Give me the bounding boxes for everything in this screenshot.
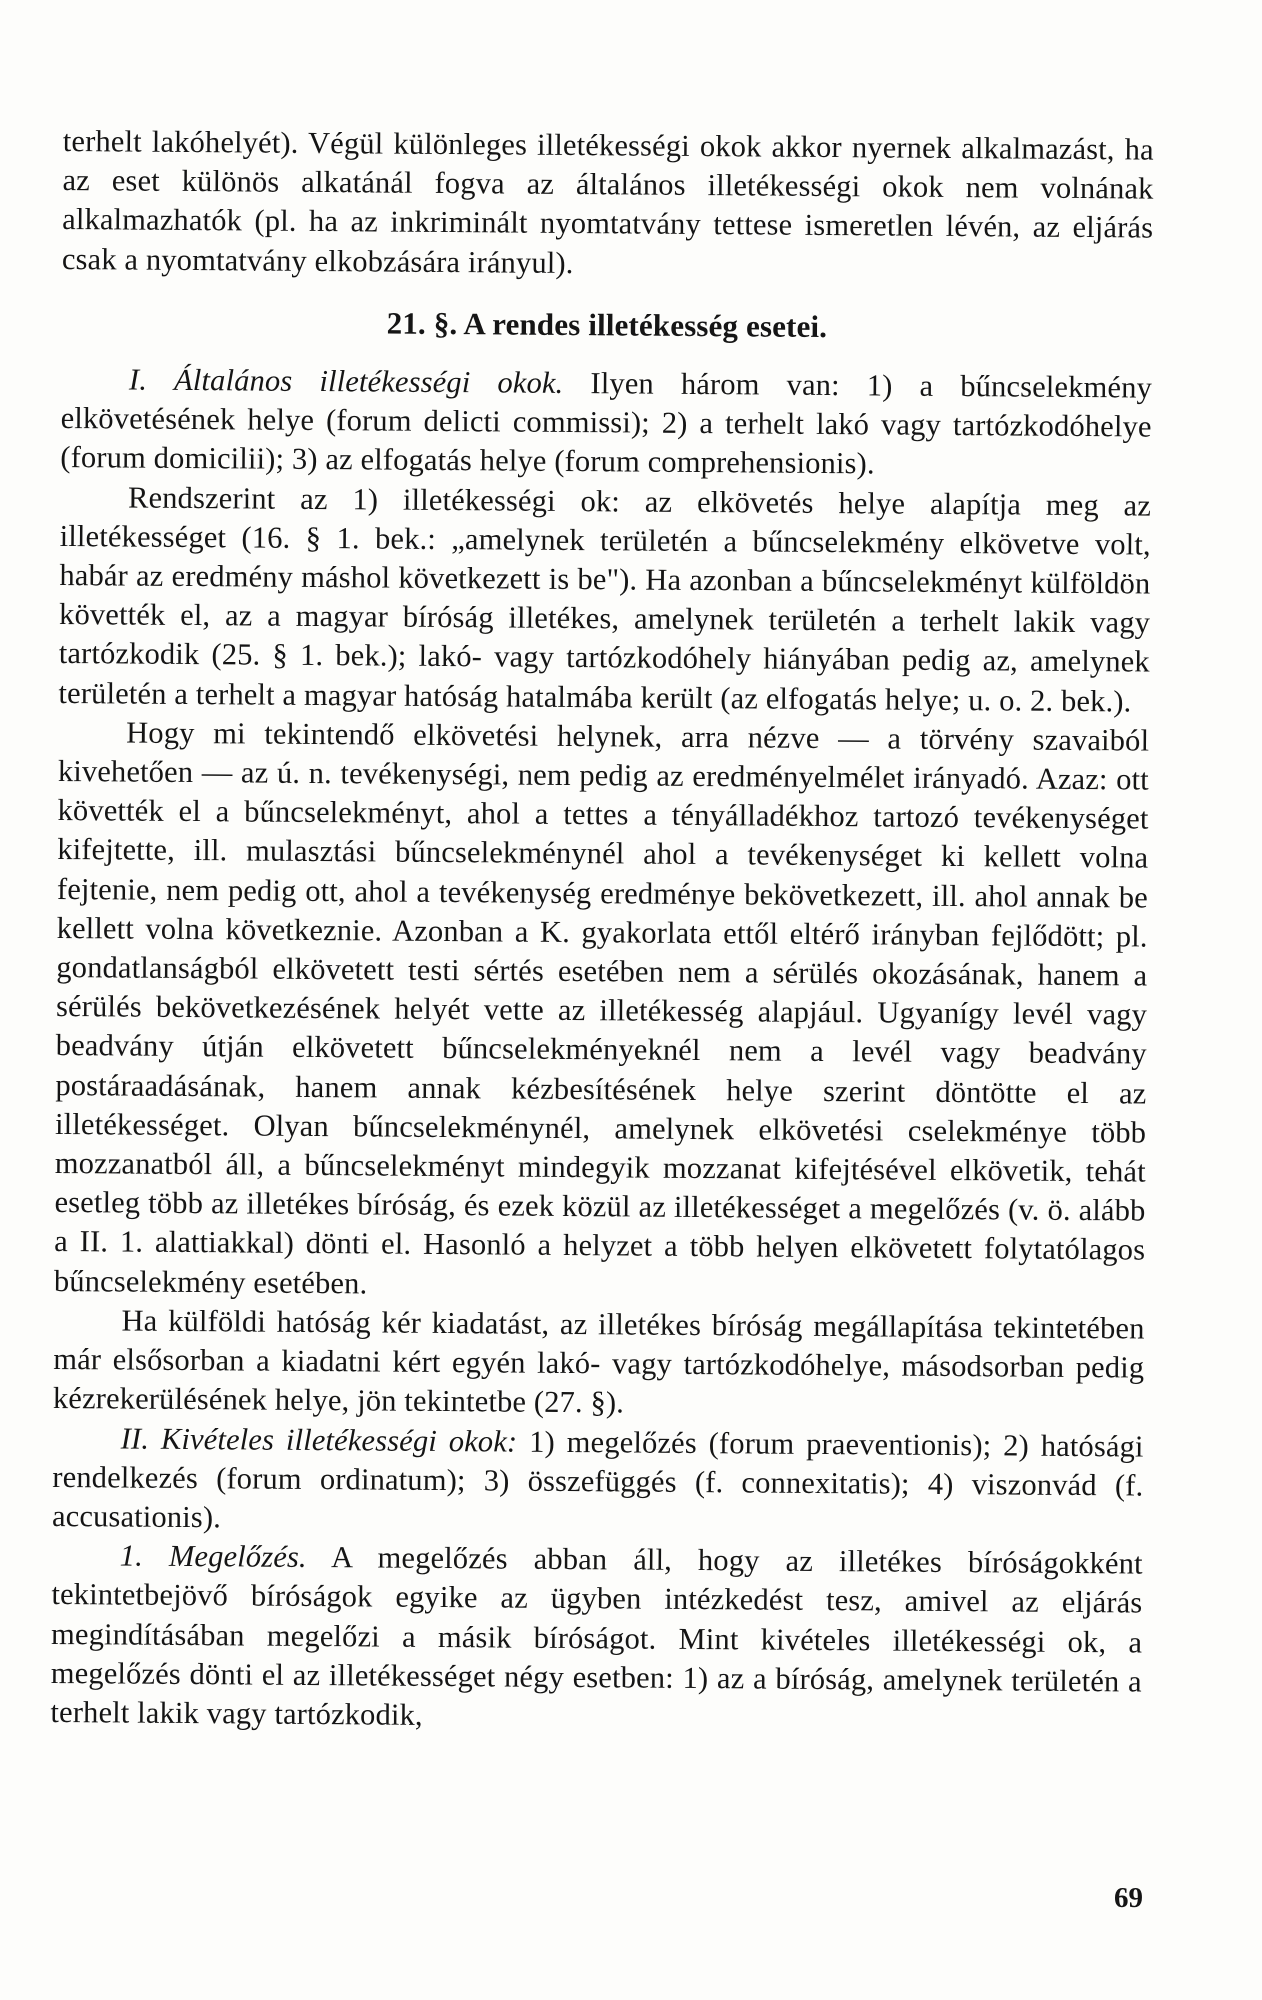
general-grounds-text: Ilyen három van: 1) a bűncselekmény elkövetésének helye (forum delicti commissi); 2) a terhelt lakó vagy tartózkodóhelye (forum domicilii); 3) az elfogatás helye (forum comprehensionis).: [60, 365, 1153, 481]
paragraph-prevention: [50, 1536, 1143, 1741]
page-number: 69: [1114, 1882, 1143, 1914]
paragraph-exceptional-grounds: [52, 1418, 1144, 1544]
paragraph-rule: Rendszerint az 1) illetékességi ok: az elkövetés helye alapítja meg az illetékességet (16. § 1. bek.: „amelynek területén a bűncselekmény elkövetve volt, habár az eredmény máshol következett is be"). Ha azonban a bűncselekményt külföldön követték el, az a magyar bíróság illetékes, amelynek területén a terhelt lakik vagy tartózkodik (25. § 1. bek.); lakó- vagy tartózkodóhely hiányában pedig az, amelynek területén a terhelt a magyar hatóság hatalmába került (az elfogatás helye; u. o. 2. bek.).: [58, 480, 1152, 719]
exceptional-grounds-label: II. Kivételes illetékességi okok:: [120, 1420, 518, 1459]
body-text: [50, 122, 1154, 1741]
general-grounds-label: I. Általános illetékességi okok.: [128, 362, 564, 400]
paragraph-foreign-extradition: Ha külföldi hatóság kér kiadatást, az illetékes bíróság megállapítása tekintetében már elsősorban a kiadatni kért egyén lakó- vagy tartózkodóhelye, másodsorban pedig kézrekerülésének helye, jön tekintetbe (27. §).: [52, 1303, 1145, 1420]
paragraph-intro: terhelt lakóhelyét). Végül különleges illetékességi okok akkor nyernek alkalmazást, ha az eset különös alkatánál fogva az általános illetékességi okok nem volnának alkalmazhatók (pl. ha az inkriminált nyomtatvány tettese ismeretlen lévén, az eljárás csak a nyomtatvány elkobzására irányul).: [61, 123, 1154, 280]
section-heading: 21. §. A rendes illetékesség esetei.: [386, 305, 828, 344]
paragraph-place-of-offence: Hogy mi tekintendő elkövetési helynek, arra nézve — a törvény szavaiból kivehetően — az ú. n. tevékenységi, nem pedig az eredményelmélet irányadó. Azaz: ott követték el a bűncselekményt, ahol a tettes a tényálladékhoz tartozó tevékenységet kifejtette, ill. mulasztási bűncselekménynél ahol a tevékenységet ki kellett volna fejtenie, nem pedig ott, ahol a tevékenység eredménye bekövetkezett, ill. ahol annak be kellett volna következnie. Azonban a K. gyakorlata ettől eltérő irányban fejlődött; pl. gondatlanságból elkövetett testi sértés esetében nem a sérülés okozásának, hanem a sérülés bekövetkezésének helyét vette az illetékesség alapjául. Ugyanígy levél vagy beadvány útján elkövetett bűncselekményeknél nem a levél vagy beadvány postáraadásának, hanem annak kézbesítésének helye szerint döntötte el az illetékességet. Olyan bűncselekménynél, amelynek elkövetési cselekménye több mozzanatból áll, a bűncselekményt mindegyik mozzanat kifejtésével elkövetik, tehát esetleg több az illetékes bíróság, és ezek közül az illetékességet a megelőzés (v. ö. alább a II. 1. alattiakkal) dönti el. Hasonló a helyzet a több helyen elkövetett folytatólagos bűncselekmény esetében.: [53, 715, 1150, 1301]
prevention-label: 1. Megelőzés.: [119, 1538, 307, 1575]
exceptional-grounds-text: 1) megelőzés (forum praeventionis); 2) hatósági rendelkezés (forum ordinatum); 3) összefüggés (f. connexitatis); 4) viszonvád (f. accusationis).: [51, 1424, 1144, 1535]
prevention-text: A megelőzés abban áll, hogy az illetékes bíróságokként tekintetbejövő bíróságok egyike az ügyben intézkedést tesz, amivel az eljárás megindításában megelőzi a másik bíróságot. Mint kivételes illetékességi ok, a megelőzés dönti el az illetékességet négy esetben: 1) az a bíróság, amelynek területén a terhelt lakik vagy tartózkodik,: [50, 1540, 1143, 1732]
paragraph-general-grounds: [60, 360, 1152, 486]
